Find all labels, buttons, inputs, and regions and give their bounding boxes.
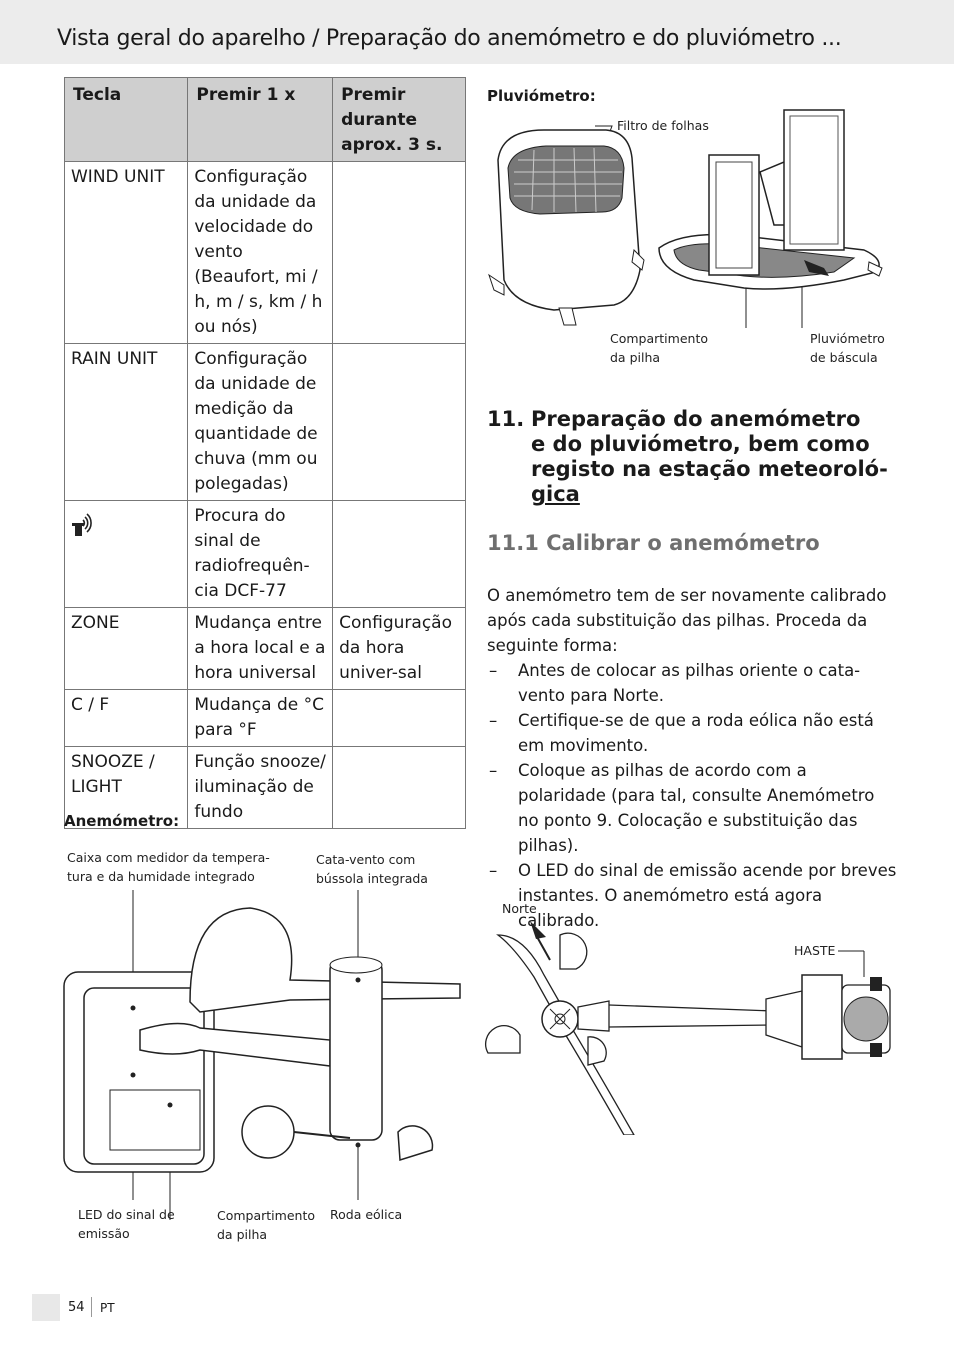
housing-caption: Caixa com medidor da tempera-tura e da humidade integrado [67,850,270,884]
vane-caption: Cata-vento com bússola integrada [316,852,428,886]
list-dash: – [489,861,498,880]
radio-signal-icon [71,510,95,540]
table-cell: WIND UNIT [65,162,188,344]
table-cell: Mudança de °C para °F [188,690,333,747]
page-title: Vista geral do aparelho / Preparação do anemómetro e do pluviómetro ... [57,26,842,51]
table-cell: Mudança entre a hora local e a hora universal [188,608,333,690]
table-cell [333,747,466,829]
table-header-row [65,78,466,162]
list-item [487,758,897,858]
list-item-text: Certifique-se de que a roda eólica não está em movimento. [518,711,874,755]
anemometer-label: Anemómetro: [64,812,180,830]
north-caption: Norte [502,901,537,916]
table-row [65,162,466,344]
tipping-bucket-caption: Pluviómetro de báscula [810,331,885,365]
table-cell [333,501,466,608]
section-title-line: registo na estação meteoroló- [531,457,888,481]
table-cell: SNOOZE / LIGHT [65,747,188,829]
page-language: PT [100,1301,115,1315]
table-row [65,344,466,501]
leaf-filter-caption: Filtro de folhas [617,118,709,133]
battery-compartment-caption: Compartimento da pilha [610,331,708,365]
calibration-intro: O anemómetro tem de ser novamente calibrado após cada substituição das pilhas. Proceda da seguinte forma: [487,586,887,655]
table-row [65,501,466,608]
table-header: Premir durante aprox. 3 s. [333,78,466,162]
table-cell: Função snooze/ iluminação de fundo [188,747,333,829]
pluviometer-label: Pluviómetro: [487,87,596,105]
list-item-text: O LED do sinal de emissão acende por breves instantes. O anemómetro está agora calibrado. [518,861,897,930]
page-number: 54 [68,1300,85,1315]
section-11-heading [487,407,907,507]
table-cell [333,690,466,747]
section-number: 11. [487,407,525,431]
anemometer-battery-caption: Compartimento da pilha [217,1208,315,1242]
list-item-text: Coloque as pilhas de acordo com a polaridade (para tal, consulte Anemómetro no ponto 9. Colocação e substituição das pilhas). [518,761,875,855]
table-cell: C / F [65,690,188,747]
table-cell: Configuração da unidade de medição da quantidade de chuva (mm ou polegadas) [188,344,333,501]
table-header: Premir 1 x [188,78,333,162]
list-dash: – [489,661,498,680]
list-item-text: Antes de colocar as pilhas oriente o cata-vento para Norte. [518,661,861,705]
footer-divider [91,1297,92,1317]
list-item [487,708,897,758]
section-title-line: e do pluviómetro, bem como [531,432,870,456]
list-dash: – [489,711,498,730]
table-cell: Procura do sinal de radiofrequên-cia DCF-77 [188,501,333,608]
page-header [0,0,954,64]
list-dash: – [489,761,498,780]
table-header: Tecla [65,78,188,162]
table-cell: RAIN UNIT [65,344,188,501]
table-cell [333,162,466,344]
section-11-1-heading: 11.1 Calibrar o anemómetro [487,531,820,555]
calibration-illustration [484,915,894,1135]
section-title-line: Preparação do anemómetro [531,407,861,431]
wind-wheel-caption: Roda eólica [330,1207,403,1222]
footer-tab [32,1294,60,1321]
rod-caption: HASTE [794,943,836,958]
table-cell: Configuração da unidade da velocidade do vento (Beaufort, mi / h, m / s, km / h ou nós) [188,162,333,344]
table-cell: ZONE [65,608,188,690]
led-caption: LED do sinal de emissão [78,1207,175,1241]
table-row [65,608,466,690]
table-cell [333,344,466,501]
key-function-table [64,77,466,829]
section-title-line: gica [531,482,580,506]
anemometer-illustration [60,890,470,1220]
table-cell: Configuração da hora univer-sal [333,608,466,690]
calibration-steps [487,658,897,933]
pluviometer-illustration [484,100,894,330]
table-cell [65,501,188,608]
list-item [487,658,897,708]
calibration-instructions [487,583,897,933]
table-row [65,690,466,747]
